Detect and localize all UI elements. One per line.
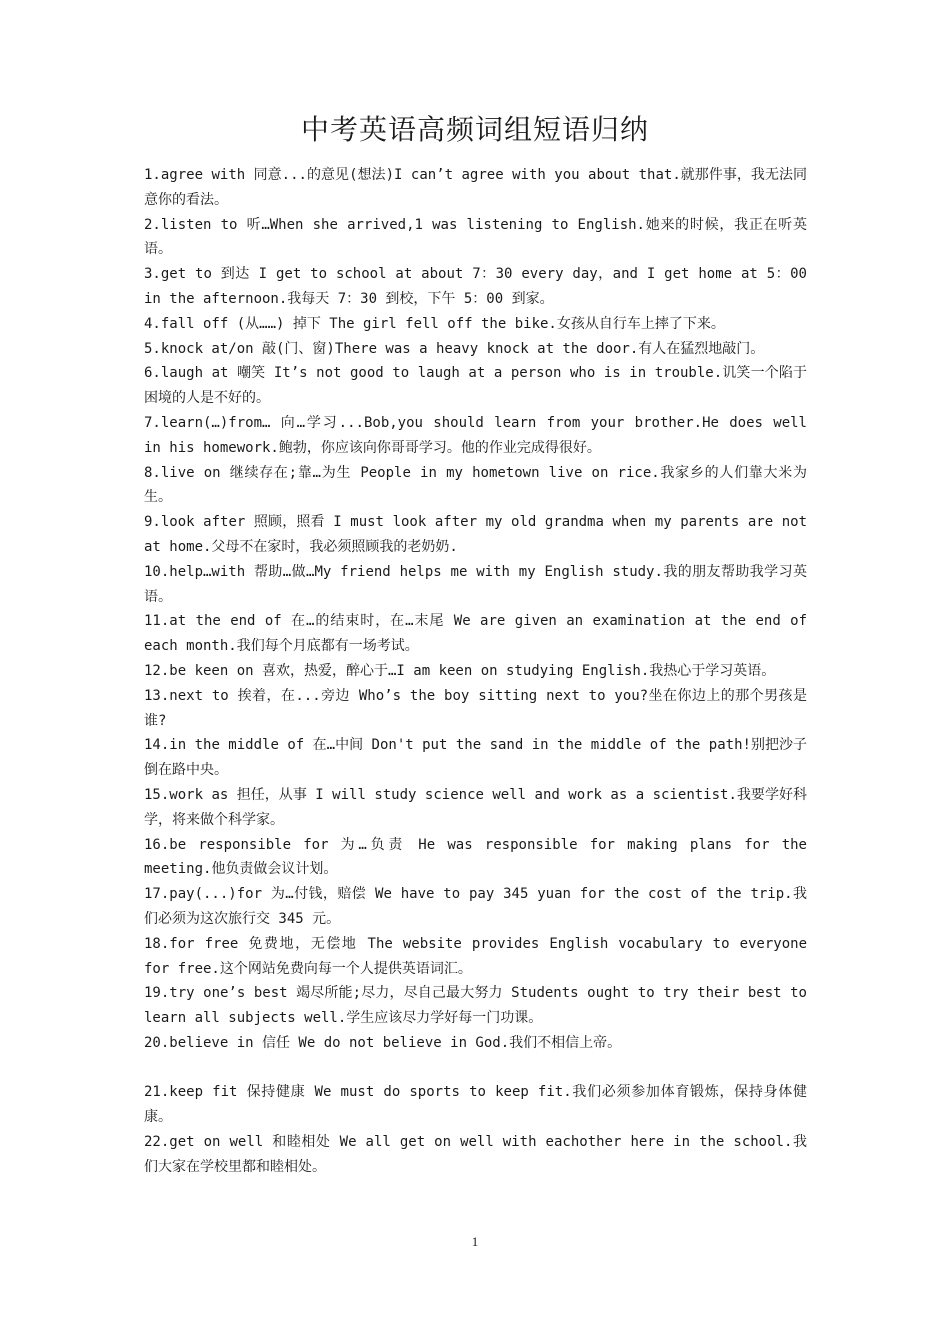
phrase-entry: 17.pay(...)for 为…付钱，赔偿 We have to pay 345 yuan for the cost of the trip.我们必须为这次旅行交 345 元。 (144, 886, 807, 927)
phrase-entry: 1.agree with 同意...的意见(想法)I can’t agree with you about that.就那件事，我无法同意你的看法。 (144, 167, 807, 208)
phrase-entry: 11.at the end of 在…的结束时，在…末尾 We are given an examination at the end of each month.我们每个月底都有一场考试。 (144, 613, 807, 655)
phrase-entry: 10.help…with 帮助…做…My friend helps me with my English study.我的朋友帮助我学习英语。 (144, 563, 807, 605)
phrase-entry: 4.fall off (从……) 掉下 The girl fell off the bike.女孩从自行车上摔了下来。 (144, 315, 725, 332)
paragraph-gap (144, 1056, 807, 1081)
phrase-entry: 22.get on well 和睦相处 We all get on well with eachother here in the school.我们大家在学校里都和睦相处。 (144, 1134, 807, 1175)
phrase-entry: 14.in the middle of 在…中间 Don't put the sand in the middle of the path!别把沙子倒在路中央。 (144, 737, 807, 779)
phrase-entry: 19.try one’s best 竭尽所能;尽力，尽自己最大努力 Students ought to try their best to learn all subjects well.学生应该尽力学好每一门功课。 (144, 985, 807, 1027)
phrase-entry: 18.for free 免费地，无偿地 The website provides English vocabulary to everyone for free.这个网站免费向每一个人提供英语词汇。 (144, 935, 807, 977)
phrase-list (144, 163, 807, 1180)
phrase-entry: 5.knock at/on 敲(门、窗)There was a heavy knock at the door.有人在猛烈地敲门。 (144, 340, 765, 357)
phrase-entry: 2.listen to 听…When she arrived,1 was listening to English.她来的时候，我正在听英语。 (144, 216, 807, 258)
phrase-entry: 13.next to 挨着，在...旁边 Who’s the boy sitting next to you?坐在你边上的那个男孩是谁? (144, 687, 807, 729)
document-title: 中考英语高频词组短语归纳 (300, 113, 649, 146)
phrase-entry: 21.keep fit 保持健康 We must do sports to keep fit.我们必须参加体育锻炼，保持身体健康。 (144, 1084, 807, 1126)
phrase-entry: 9.look after 照顾，照看 I must look after my old grandma when my parents are not at home.父母不在家时，我必须照顾我的老奶奶. (144, 514, 807, 555)
phrase-entry: 3.get to 到达 I get to school at about 7：30 every day，and I get home at 5：00 in the afternoon.我每天 7：30 到校，下午 5：00 到家。 (144, 266, 807, 307)
phrase-entry: 16.be responsible for 为…负责 He was responsible for making plans for the meeting.他负责做会议计划。 (144, 836, 807, 878)
phrase-entry: 6.laugh at 嘲笑 It’s not good to laugh at a person who is in trouble.讥笑一个陷于困境的人是不好的。 (144, 365, 807, 407)
phrase-entry: 12.be keen on 喜欢，热爱，醉心于…I am keen on studying English.我热心于学习英语。 (144, 662, 776, 679)
phrase-entry: 20.believe in 信任 We do not believe in God.我们不相信上帝。 (144, 1034, 622, 1051)
page-number: 1 (471, 1234, 479, 1249)
phrase-entry: 7.learn(…)from… 向…学习...Bob,you should learn from your brother.He does well in his homework.鲍勃，你应该向你哥哥学习。他的作业完成得很好。 (144, 414, 807, 456)
phrase-entry: 15.work as 担任，从事 I will study science well and work as a scientist.我要学好科学，将来做个科学家。 (144, 786, 807, 828)
phrase-entry: 8.live on 继续存在;靠…为生 People in my hometown live on rice.我家乡的人们靠大米为生。 (144, 464, 807, 506)
